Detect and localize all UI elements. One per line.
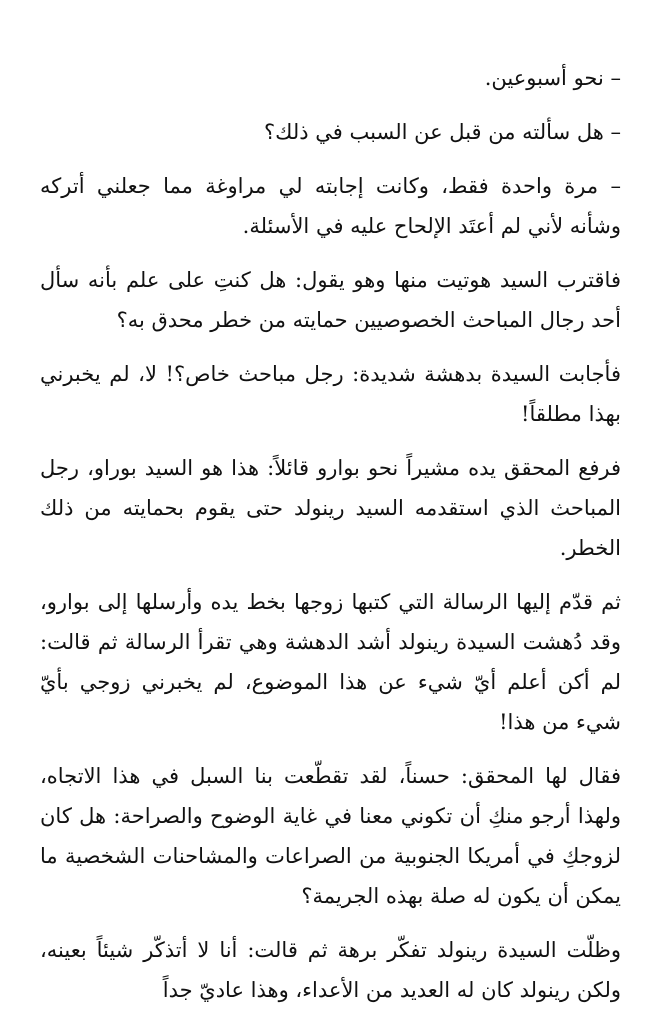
- paragraph-5: فأجابت السيدة بدهشة شديدة: رجل مباحث خاص؟! لا، لم يخبرني بهذا مطلقاً!: [40, 362, 621, 426]
- paragraph-3: – مرة واحدة فقط، وكانت إجابته لي مراوغة مما جعلني أتركه وشأنه لأني لم أعتَد الإلحاح عليه في الأسئلة.: [40, 174, 621, 238]
- paragraph-8: فقال لها المحقق: حسناً، لقد تقطّعت بنا السبل في هذا الاتجاه، ولهذا أرجو منكِ أن تكوني معنا في غاية الوضوح والصراحة: هل كان لزوجكِ في أمريكا الجنوبية من الصراعات والمشاحنات الشخصية ما يمكن أن يكون له صلة بهذه الجريمة؟: [40, 764, 621, 908]
- paragraph-6: فرفع المحقق يده مشيراً نحو بوارو قائلاً: هذا هو السيد بوراو، رجل المباحث الذي استقدمه السيد رينولد حتى يقوم بحمايته من ذلك الخطر.: [40, 456, 621, 560]
- paragraph-7: ثم قدّم إليها الرسالة التي كتبها زوجها بخط يده وأرسلها إلى بوارو، وقد دُهشت السيدة رينولد أشد الدهشة وهي تقرأ الرسالة ثم قالت: لم أكن أعلم أيّ شيء عن هذا الموضوع، لم يخبرني زوجي بأيّ شيء من هذا!: [40, 590, 621, 734]
- paragraph-4: فاقترب السيد هوتيت منها وهو يقول: هل كنتِ على علم بأنه سأل أحد رجال المباحث الخصوصيين حمايته من خطر محدق به؟: [40, 268, 621, 332]
- paragraph-9: وظلّت السيدة رينولد تفكّر برهة ثم قالت: أنا لا أتذكّر شيئاً بعينه، ولكن رينولد كان له العديد من الأعداء، وهذا عاديّ جداً: [40, 938, 621, 1002]
- paragraph-1: – نحو أسبوعين.: [484, 66, 621, 90]
- paragraph-2: – هل سألته من قبل عن السبب في ذلك؟: [264, 120, 621, 144]
